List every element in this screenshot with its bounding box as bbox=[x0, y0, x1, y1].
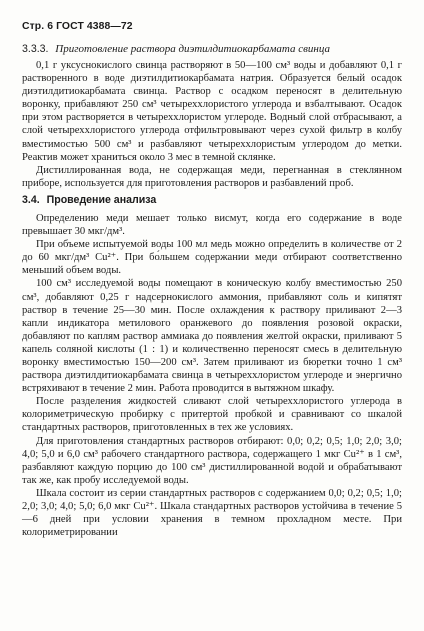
paragraph-separation: После разделения жидкостей сливают слой четыреххлористого углерода в колориметрическую пробирку с притертой пробкой и сравнивают со шкалой стандартных растворов, приготовленных в тех же условиях. bbox=[22, 396, 402, 434]
paragraph-sample-volume: При объеме испытуемой воды 100 мл медь можно определить в количестве от 2 до 60 мкг/дм³ Cu²⁺. При бо́льшем содержании меди отбирают соответственно меньший объем воды. bbox=[22, 239, 402, 277]
paragraph-procedure: 100 см³ исследуемой воды помещают в коническую колбу вместимостью 250 см³, добавляют 0,25 г надсернокислого аммония, прибавляют соль и кипятят раствор в течение 25—30 мин. После охлаждения к раствору приливают 2—3 капли индикатора метилового оранжевого до появления розовой окраски, добавляют по каплям раствор аммиака до появления желтой окраски, приливают 5 капель соляной кислоты (1 : 1) и количественно переносят смесь в делительную воронку вместимостью 150—200 см³. Затем приливают из бюретки точно 1 см³ раствора диэтилдитиокарбамата свинца в четыреххлористом углероде и энергично встряхивают в течение 2 мин. Работа проводится в вытяжном шкафу. bbox=[22, 278, 402, 395]
section-3-3-3-title: Приготовление раствора диэтилдитиокарбамата свинца bbox=[55, 43, 330, 55]
running-header: Стр. 6 ГОСТ 4388—72 bbox=[22, 21, 133, 32]
section-3-3-3-number: 3.3.3. bbox=[22, 43, 49, 55]
paragraph-lead-reagent-prep: 0,1 г уксуснокислого свинца растворяют в 50—100 см³ воды и добавляют 0,1 г растворенного в воде диэтилдитиокарбамата натрия. Образуется белый осадок диэтилдитиокарбамата свинца. Раствор с осадком переносят в делительную воронку, прибавляют 250 см³ четыреххлористого углерода и взбалтывают. Осадок при этом растворяется в четыреххлористом углероде. Водный слой отбрасывают, а слой четыреххлористого углерода отфильтровывают через сухой фильтр в колбу вместимостью 500 см³ и разбавляют четыреххлористым углеродом до метки. Реактив может храниться около 3 мес в темной склянке. bbox=[22, 60, 402, 163]
paragraph-standards-prep: Для приготовления стандартных растворов отбирают: 0,0; 0,2; 0,5; 1,0; 2,0; 3,0; 4,0; 5,0 и 6,0 см³ рабочего стандартного раствора, содержащего 1 мкг Cu²⁺ в 1 см³, разбавляют каждую порцию до 100 см³ дистиллированной водой и обрабатывают так же, как пробу исследуемой воды. bbox=[22, 435, 402, 486]
section-3-4-number: 3.4. bbox=[22, 193, 40, 206]
section-3-3-3-heading bbox=[22, 43, 402, 56]
paragraph-distilled-water: Дистиллированная вода, не содержащая меди, перегнанная в стеклянном приборе, используется для приготовления растворов и разбавлений проб. bbox=[22, 164, 402, 189]
section-3-4-heading bbox=[22, 194, 402, 207]
paragraph-scale: Шкала состоит из серии стандартных растворов с содержанием 0,0; 0,2; 0,5; 1,0; 2,0; 3,0; 4,0; 5,0; 6,0 мкг Cu²⁺. Шкала стандартных растворов устойчива в течение 5—6 дней при условии хранения в темном прохладном месте. При колориметрировании bbox=[22, 487, 402, 539]
paragraph-bismuth-interference: Определению меди мешает только висмут, когда его содержание в воде превышает 30 мкг/дм³. bbox=[22, 212, 402, 238]
section-3-4-title: Проведение анализа bbox=[46, 193, 157, 206]
